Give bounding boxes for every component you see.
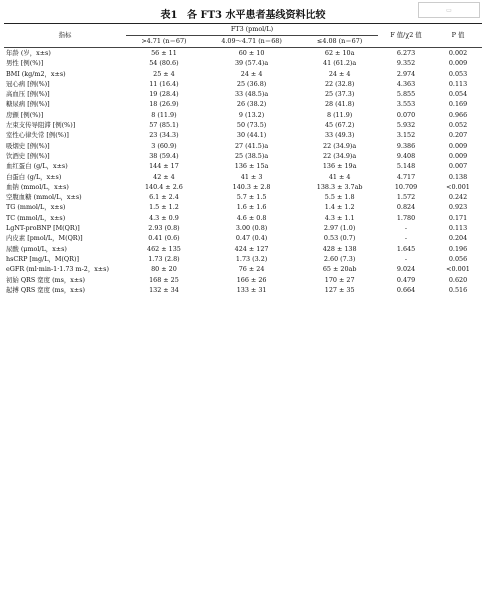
cell-g1: 1.5 ± 1.2: [149, 203, 179, 212]
cell-stat: 6.273: [396, 49, 416, 57]
table-row: [4, 120, 482, 130]
cell-stat: 5.855: [396, 90, 416, 99]
cell-g3: 138.3 ± 3.7ab: [316, 182, 363, 191]
cell-g3: 41 ± 4: [328, 172, 351, 181]
indicator-header: 指标: [58, 31, 72, 40]
cell-stat: 2.974: [396, 69, 416, 78]
cell-label: 尿酸 (μmol/L，x±s): [6, 244, 67, 253]
cell-stat: 9.024: [396, 265, 416, 274]
cell-label: BMI (kg/m2，x±s): [6, 69, 66, 78]
watermark-logo: ▭: [418, 2, 480, 18]
table-row: [4, 233, 482, 243]
cell-g2: 25 (38.5)a: [234, 151, 269, 160]
cell-stat: 1.572: [396, 193, 416, 202]
cell-g2: 39 (57.4)a: [234, 59, 269, 68]
group1-header: >4.71 (n＝67): [126, 36, 202, 48]
cell-g2: 136 ± 15a: [234, 162, 269, 171]
table-row: [4, 264, 482, 274]
table-row: [4, 275, 482, 285]
cell-g1: 19 (28.4): [149, 90, 179, 99]
table-row: [4, 223, 482, 233]
cell-p: 0.053: [448, 69, 468, 78]
cell-g2: 76 ± 24: [238, 265, 265, 274]
cell-p: 0.204: [448, 234, 468, 243]
cell-stat: 5.932: [396, 121, 416, 130]
cell-stat: 1.645: [396, 244, 416, 253]
cell-g2: 30 (44.1): [236, 131, 267, 140]
table-body: [4, 48, 482, 296]
cell-label: TG (mmol/L，x±s): [6, 203, 66, 212]
cell-g3: 65 ± 20ab: [322, 265, 357, 274]
cell-label: 吸烟史 [例(%)]: [6, 141, 50, 150]
cell-stat: 9.386: [396, 141, 416, 150]
cell-p: 0.002: [448, 49, 468, 57]
cell-g2: 166 ± 26: [236, 275, 267, 284]
cell-p: 0.620: [448, 275, 468, 284]
cell-g3: 25 (37.3): [324, 90, 355, 99]
cell-g2: 50 (73.5): [236, 121, 267, 130]
cell-g3: 170 ± 27: [324, 275, 355, 284]
cell-g1: 144 ± 17: [149, 162, 179, 171]
table-row: [4, 48, 482, 59]
group3-header: ≤4.08 (n＝67): [301, 36, 378, 48]
cell-g1: 3 (60.9): [151, 141, 177, 150]
cell-g3: 5.5 ± 1.8: [324, 193, 355, 202]
cell-stat: 10.709: [394, 182, 418, 191]
cell-stat: 4.363: [396, 79, 416, 88]
cell-g2: 0.47 (0.4): [235, 234, 268, 243]
cell-g1: 38 (59.4): [149, 151, 179, 160]
cell-p: 0.113: [448, 224, 468, 233]
cell-label: 血钠 (mmol/L，x±s): [6, 182, 69, 191]
cell-g3: 22 (34.9)a: [323, 141, 357, 150]
cell-stat: 0.070: [396, 110, 416, 119]
cell-label: 左束支传导阻滞 [例(%)]: [6, 121, 76, 130]
cell-g2: 424 ± 127: [234, 244, 269, 253]
table-row: [4, 99, 482, 109]
cell-label: hsCRP [mg/L，M(QR)]: [6, 254, 79, 263]
cell-stat: 3.152: [396, 131, 416, 140]
group-title-header: FT3 (pmol/L): [230, 25, 274, 34]
cell-g1: 42 ± 4: [153, 172, 175, 181]
cell-label: 起搏 QRS 宽度 (ms，x±s): [6, 285, 86, 294]
cell-g1: 8 (11.9): [151, 110, 177, 119]
table-row: [4, 79, 482, 89]
cell-p: 0.056: [448, 254, 468, 263]
cell-g3: 33 (49.3): [324, 131, 355, 140]
cell-p: 0.009: [448, 59, 468, 68]
cell-p: 0.516: [448, 285, 468, 294]
cell-g1: 25 ± 4: [153, 69, 175, 78]
table-row: [4, 151, 482, 161]
table-row: [4, 254, 482, 264]
cell-g1: 11 (16.4): [149, 79, 179, 88]
cell-g2: 25 (36.8): [236, 79, 267, 88]
table-row: [4, 213, 482, 223]
cell-label: 初始 QRS 宽度 (ms，x±s): [6, 275, 86, 284]
cell-p: 0.054: [448, 90, 468, 99]
cell-p: 0.923: [448, 203, 468, 212]
cell-stat: -: [404, 234, 408, 243]
cell-stat: 5.148: [396, 162, 416, 171]
cell-g3: 136 ± 19a: [322, 162, 357, 171]
stat-header: F 值/χ2 值: [390, 31, 422, 40]
cell-g3: 28 (41.8): [324, 100, 355, 109]
table-row: [4, 244, 482, 254]
table-row: [4, 69, 482, 79]
cell-g2: 60 ± 10: [238, 49, 265, 57]
table-title: 各 FT3 水平患者基线资料比较: [186, 10, 326, 21]
cell-g1: 56 ± 11: [151, 49, 177, 57]
cell-g1: 132 ± 34: [149, 285, 179, 294]
table-row: [4, 141, 482, 151]
cell-g2: 27 (41.5)a: [234, 141, 269, 150]
cell-g3: 428 ± 138: [322, 244, 357, 253]
cell-p: 0.052: [448, 121, 468, 130]
table-row: [4, 202, 482, 212]
table-row: [4, 172, 482, 182]
table-title-line: [0, 6, 486, 21]
cell-p: 0.207: [448, 131, 468, 140]
cell-label: LgNT-proBNP [M(QR)]: [6, 224, 80, 233]
table-row: [4, 182, 482, 192]
cell-g1: 140.4 ± 2.6: [144, 182, 183, 191]
cell-g2: 26 (38.2): [236, 100, 267, 109]
cell-p: 0.196: [448, 244, 468, 253]
cell-g3: 2.97 (1.0): [323, 224, 356, 233]
cell-label: 高血压 [例(%)]: [6, 90, 50, 99]
cell-label: 内皮素 [pmol/L，M(QR)]: [6, 234, 83, 243]
cell-g3: 127 ± 35: [324, 285, 355, 294]
cell-p: <0.001: [446, 265, 470, 274]
cell-label: 糖尿病 [例(%)]: [6, 100, 50, 109]
cell-p: 0.171: [448, 213, 468, 222]
cell-g1: 1.73 (2.8): [148, 254, 180, 263]
cell-g3: 22 (34.9)a: [323, 151, 357, 160]
table-row: [4, 89, 482, 99]
cell-label: TC (mmol/L，x±s): [6, 213, 66, 222]
cell-g3: 22 (32.8): [324, 79, 355, 88]
cell-g2: 1.6 ± 1.6: [236, 203, 267, 212]
p-header: P 值: [451, 31, 465, 40]
cell-p: 0.138: [448, 172, 468, 181]
table-row: [4, 285, 482, 295]
baseline-table: [4, 24, 482, 295]
cell-g2: 5.7 ± 1.5: [236, 193, 267, 202]
cell-p: 0.007: [448, 162, 468, 171]
cell-p: 0.009: [448, 151, 468, 160]
cell-label: 空腹血糖 (mmol/L，x±s): [6, 193, 82, 202]
cell-p: <0.001: [446, 182, 470, 191]
cell-g2: 1.73 (3.2): [235, 254, 268, 263]
table-row: [4, 192, 482, 202]
cell-g1: 168 ± 25: [149, 275, 179, 284]
cell-p: 0.242: [448, 193, 468, 202]
cell-g3: 24 ± 4: [328, 69, 351, 78]
cell-p: 0.113: [448, 79, 468, 88]
cell-g1: 2.93 (0.8): [148, 224, 180, 233]
cell-g3: 8 (11.9): [326, 110, 353, 119]
cell-g3: 1.4 ± 1.2: [324, 203, 355, 212]
cell-label: 年龄 (岁，x±s): [6, 49, 51, 57]
cell-stat: 0.479: [396, 275, 416, 284]
table-row: [4, 130, 482, 140]
cell-g1: 462 ± 135: [147, 244, 181, 253]
table-row: [4, 58, 482, 68]
cell-g1: 0.41 (0.6): [148, 234, 180, 243]
table-row: [4, 110, 482, 120]
cell-g2: 133 ± 31: [236, 285, 267, 294]
cell-stat: 1.780: [396, 213, 416, 222]
cell-g2: 140.3 ± 2.8: [232, 182, 271, 191]
cell-g3: 0.53 (0.7): [323, 234, 356, 243]
cell-g1: 6.1 ± 2.4: [149, 193, 179, 202]
cell-label: 男性 [例(%)]: [6, 59, 44, 68]
cell-stat: 9.408: [396, 151, 416, 160]
cell-g1: 4.3 ± 0.9: [149, 213, 179, 222]
cell-stat: -: [404, 254, 408, 263]
cell-g2: 3.00 (0.8): [235, 224, 268, 233]
cell-g1: 80 ± 20: [151, 265, 177, 274]
cell-g3: 45 (67.2): [324, 121, 355, 130]
cell-g2: 9 (13.2): [238, 110, 265, 119]
cell-g3: 2.60 (7.3): [323, 254, 356, 263]
cell-label: 血红蛋白 (g/L，x±s): [6, 162, 68, 171]
cell-stat: 4.717: [396, 172, 416, 181]
cell-label: 白蛋白 (g/L，x±s): [6, 172, 62, 181]
cell-g1: 54 (80.6): [149, 59, 179, 68]
cell-p: 0.169: [448, 100, 468, 109]
cell-p: 0.966: [448, 110, 468, 119]
cell-stat: 9.352: [396, 59, 416, 68]
cell-label: eGFR (ml·min-1·1.73 m-2，x±s): [6, 265, 109, 274]
cell-g1: 23 (34.3): [149, 131, 179, 140]
table-row: [4, 161, 482, 171]
cell-stat: 0.664: [396, 285, 416, 294]
cell-g2: 33 (48.5)a: [234, 90, 269, 99]
cell-label: 房颤 [例(%)]: [6, 110, 44, 119]
cell-g3: 4.3 ± 1.1: [324, 213, 355, 222]
cell-g1: 18 (26.9): [149, 100, 179, 109]
cell-stat: 0.824: [396, 203, 416, 212]
cell-g2: 24 ± 4: [240, 69, 263, 78]
cell-stat: 3.553: [396, 100, 416, 109]
cell-label: 室性心律失常 [例(%)]: [6, 131, 69, 140]
cell-p: 0.009: [448, 141, 468, 150]
cell-g2: 41 ± 3: [240, 172, 263, 181]
cell-g1: 57 (85.1): [149, 121, 179, 130]
cell-label: 冠心病 [例(%)]: [6, 79, 50, 88]
cell-stat: -: [404, 224, 408, 233]
group2-header: 4.09～4.71 (n＝68): [202, 36, 301, 48]
cell-g3: 62 ± 10a: [324, 49, 355, 57]
cell-g2: 4.6 ± 0.8: [236, 213, 267, 222]
cell-g3: 41 (61.2)a: [323, 59, 357, 68]
table-number: 表1: [160, 10, 178, 21]
cell-label: 饮酒史 [例(%)]: [6, 151, 50, 160]
